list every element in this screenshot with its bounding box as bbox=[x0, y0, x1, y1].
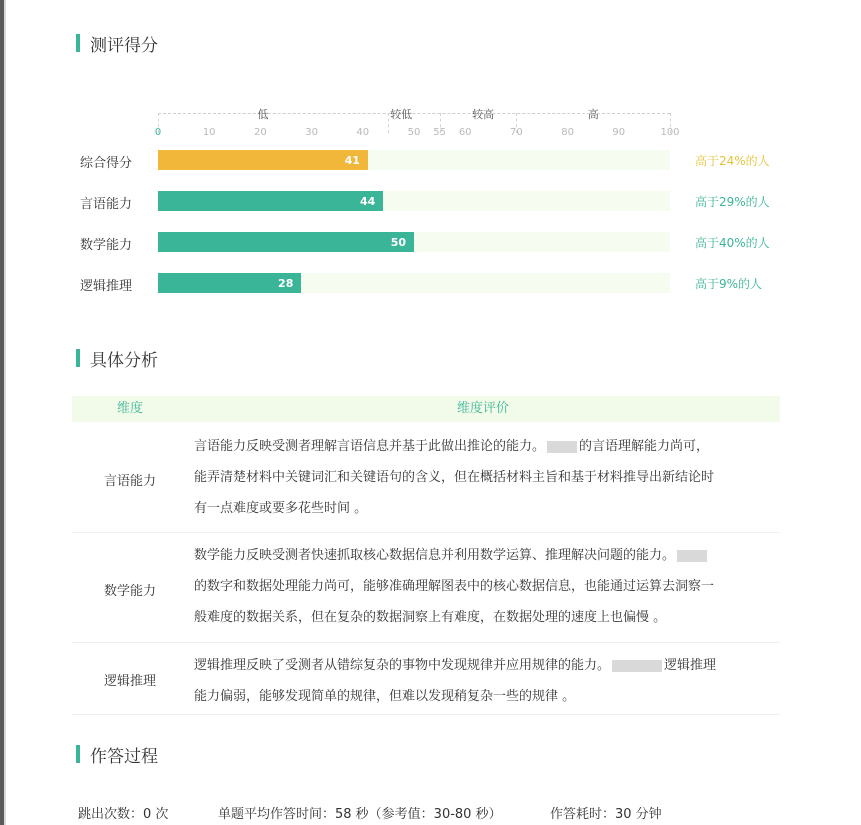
evaluation-line: 的数字和数据处理能力尚可，能够准确理解图表中的核心数据信息，也能通过运算去洞察一 bbox=[194, 579, 715, 594]
section-title-process-text: 作答过程 bbox=[90, 746, 158, 767]
header-evaluation: 维度评价 bbox=[456, 401, 509, 416]
section-title-process bbox=[76, 744, 158, 767]
evaluation-text: 言语能力反映受测者理解言语信息并基于此做出推论的能力。 bbox=[194, 439, 546, 454]
row-divider bbox=[72, 532, 780, 533]
x-tick-label: 90 bbox=[612, 127, 626, 138]
evaluation-line: 能力偏弱，能够发现简单的规律，但难以发现稍复杂一些的规律 。 bbox=[194, 689, 576, 704]
level-label: 高 bbox=[587, 108, 599, 121]
row-divider bbox=[72, 714, 780, 715]
evaluation-line: 有一点难度或要多花些时间 。 bbox=[194, 501, 368, 516]
row-label: 数学能力 bbox=[80, 238, 133, 253]
evaluation-cell bbox=[194, 431, 774, 524]
redacted-name bbox=[612, 660, 662, 672]
bar bbox=[158, 191, 383, 211]
section-title-score bbox=[76, 33, 158, 56]
stat-avg-time: 单题平均作答时间：58 秒（参考值：30-80 秒） bbox=[218, 807, 502, 822]
section-title-analysis-text: 具体分析 bbox=[90, 350, 158, 371]
evaluation-cell bbox=[194, 540, 774, 633]
x-tick-label: 0 bbox=[154, 127, 162, 138]
window-edge-shadow bbox=[4, 0, 6, 825]
header-dimension: 维度 bbox=[116, 401, 143, 416]
x-tick-label: 80 bbox=[561, 127, 574, 138]
x-tick-label: 40 bbox=[356, 127, 370, 138]
section-title-score-text: 测评得分 bbox=[90, 35, 158, 56]
section-marker bbox=[76, 34, 80, 52]
evaluation-text: 数学能力反映受测者快速抓取核心数据信息并利用数学运算、推理解决问题的能力。 bbox=[194, 548, 676, 563]
row-divider bbox=[72, 642, 780, 643]
row-label: 综合得分 bbox=[80, 156, 133, 171]
evaluation-text: 逻辑推理反映了受测者从错综复杂的事物中发现规律并应用规律的能力。 bbox=[194, 658, 611, 673]
section-marker bbox=[76, 349, 80, 367]
bar bbox=[158, 232, 414, 252]
evaluation-line bbox=[194, 650, 774, 681]
level-label: 较低 bbox=[390, 108, 413, 121]
bar-value-label: 44 bbox=[359, 195, 376, 208]
stat-jumps: 跳出次数：0 次 bbox=[78, 807, 169, 822]
evaluation-line bbox=[194, 431, 774, 462]
section-title-analysis bbox=[76, 348, 158, 371]
bar-percentile-note: 高于29%的人 bbox=[695, 195, 770, 209]
x-tick-label: 30 bbox=[305, 127, 318, 138]
redacted-name bbox=[677, 550, 707, 562]
stat-total-time: 作答耗时：30 分钟 bbox=[550, 807, 662, 822]
evaluation-cell bbox=[194, 650, 774, 712]
redacted-name bbox=[547, 441, 577, 453]
dimension-cell: 数学能力 bbox=[103, 584, 156, 599]
x-tick-label: 20 bbox=[254, 127, 267, 138]
bar-value-label: 50 bbox=[390, 236, 406, 249]
bar-percentile-note: 高于9%的人 bbox=[695, 277, 763, 291]
row-label: 言语能力 bbox=[80, 197, 133, 212]
bar-percentile-note: 高于24%的人 bbox=[695, 154, 770, 168]
bar bbox=[158, 150, 368, 170]
bar-value-label: 28 bbox=[278, 277, 294, 290]
x-tick-label: 55 bbox=[433, 127, 446, 138]
x-tick-label: 70 bbox=[510, 127, 523, 138]
dimension-cell: 逻辑推理 bbox=[103, 674, 156, 689]
x-tick-label: 50 bbox=[407, 127, 421, 138]
evaluation-line: 般难度的数据关系，但在复杂的数据洞察上有难度，在数据处理的速度上也偏慢 。 bbox=[194, 610, 667, 625]
x-tick-label: 60 bbox=[458, 127, 472, 138]
bar-value-label: 41 bbox=[344, 154, 360, 167]
row-label: 逻辑推理 bbox=[80, 279, 133, 294]
evaluation-text: 的言语理解能力尚可， bbox=[579, 439, 710, 454]
level-label: 低 bbox=[257, 108, 269, 121]
evaluation-line bbox=[194, 540, 774, 571]
level-label: 较高 bbox=[472, 108, 495, 121]
bar-percentile-note: 高于40%的人 bbox=[695, 236, 770, 250]
x-tick-label: 100 bbox=[660, 127, 680, 138]
dimension-cell: 言语能力 bbox=[103, 474, 156, 489]
evaluation-text: 逻辑推理 bbox=[664, 658, 717, 673]
x-tick-label: 10 bbox=[202, 127, 216, 138]
section-marker bbox=[76, 745, 80, 763]
evaluation-line: 能弄清楚材料中关键词汇和关键语句的含义，但在概括材料主旨和基于材料推导出新结论时 bbox=[194, 470, 715, 485]
